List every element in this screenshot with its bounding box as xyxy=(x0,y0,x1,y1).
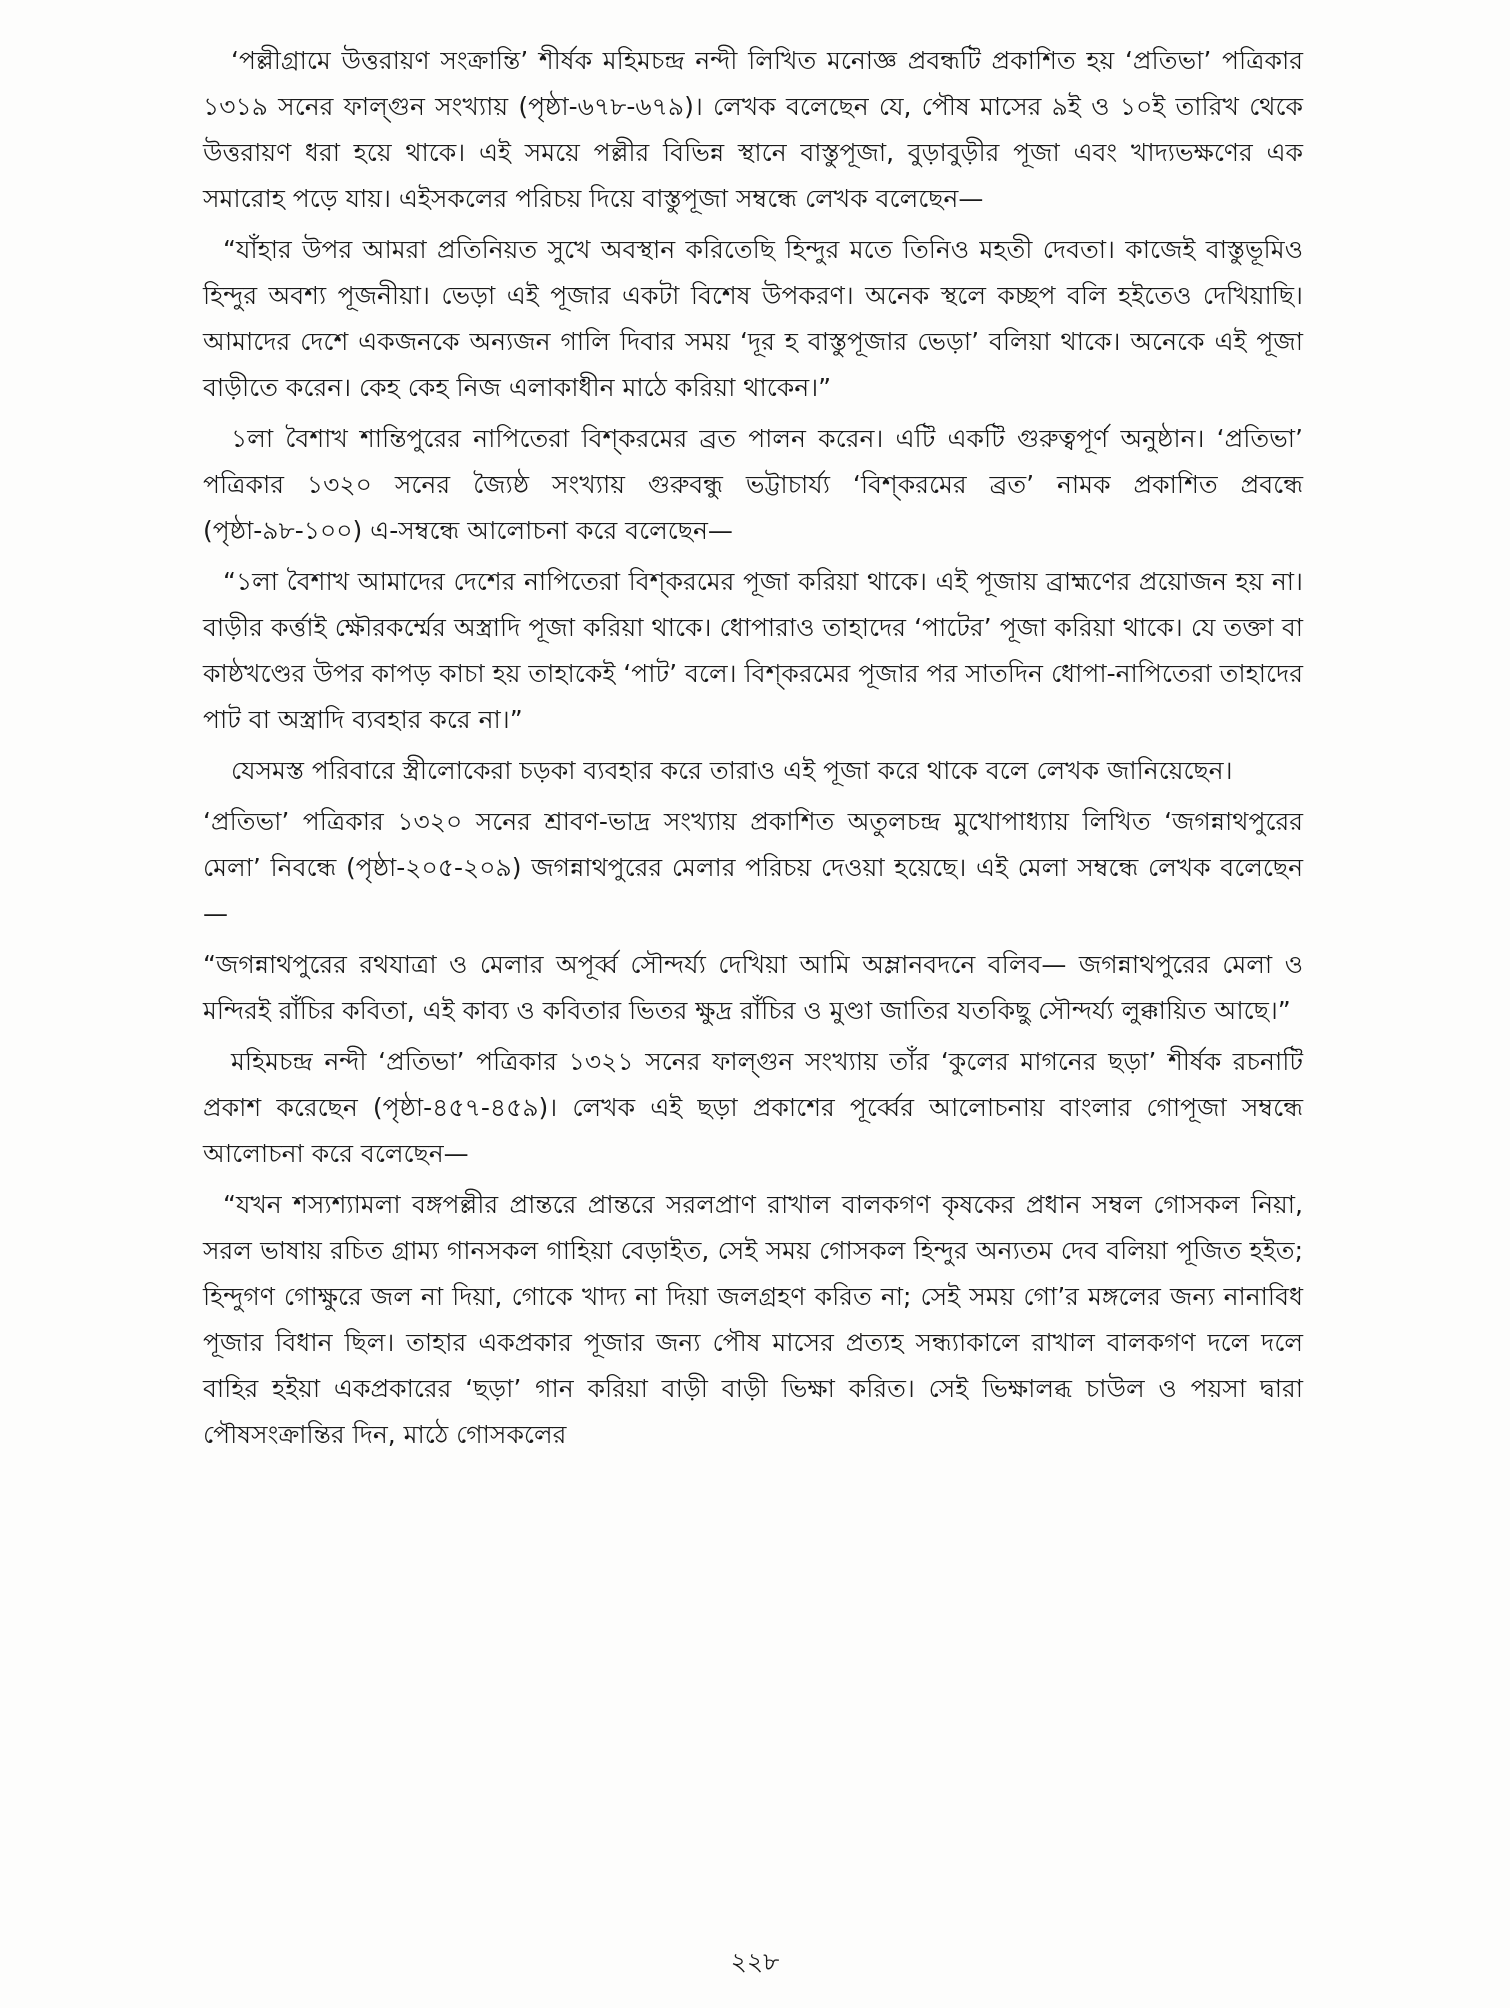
quote-jagannathpur: “জগন্নাথপুরের রথযাত্রা ও মেলার অপূর্ব্ব সৌন্দর্য্য দেখিয়া আমি অম্লানবদনে বলিব— জগন্নাথপুরের মেলা ও মন্দিরই রাঁচির কবিতা, এই কাব্য ও কবিতার ভিতর ক্ষুদ্র রাঁচির ও মুণ্ডা জাতির যতকিছু সৌন্দর্য্য লুক্কায়িত আছে।” xyxy=(203,950,1303,1025)
quote-bastupuja: “যাঁহার উপর আমরা প্রতিনিয়ত সুখে অবস্থান করিতেছি হিন্দুর মতে তিনিও মহতী দেবতা। কাজেই বাস্তুভূমিও হিন্দুর অবশ্য পূজনীয়া। ভেড়া এই পূজার একটা বিশেষ উপকরণ। অনেক স্থলে কচ্ছপ বলি হইতেও দেখিয়াছি। আমাদের দেশে একজনকে অন্যজন গালি দিবার সময় ‘দূর হ বাস্তুপূজার ভেড়া’ বলিয়া থাকে। অনেকে এই পূজা বাড়ীতে করেন। কেহ কেহ নিজ এলাকাধীন মাঠে করিয়া থাকেন।” xyxy=(203,235,1303,402)
paragraph-bishkarma-intro: ১লা বৈশাখ শান্তিপুরের নাপিতেরা বিশ্‌করমের ব্রত পালন করেন। এটি একটি গুরুত্বপূর্ণ অনুষ্ঠান। ‘প্রতিভা’ পত্রিকার ১৩২০ সনের জ্যৈষ্ঠ সংখ্যায় গুরুবন্ধু ভট্টাচার্য্য ‘বিশ্‌করমের ব্রত’ নামক প্রকাশিত প্রবন্ধে (পৃষ্ঠা-৯৮-১০০) এ-সম্বন্ধে আলোচনা করে বলেছেন— xyxy=(203,424,1303,545)
quote-gopuja: “যখন শস্যশ্যামলা বঙ্গপল্লীর প্রান্তরে প্রান্তরে সরলপ্রাণ রাখাল বালকগণ কৃষকের প্রধান সম্বল গোসকল নিয়া, সরল ভাষায় রচিত গ্রাম্য গানসকল গাহিয়া বেড়াইত, সেই সময় গোসকল হিন্দুর অন্যতম দেব বলিয়া পূজিত হইত; হিন্দুগণ গোক্ষুরে জল না দিয়া, গোকে খাদ্য না দিয়া জলগ্রহণ করিত না; সেই সময় গো’র মঙ্গলের জন্য নানাবিধ পূজার বিধান ছিল। তাহার একপ্রকার পূজার জন্য পৌষ মাসের প্রত্যহ সন্ধ্যাকালে রাখাল বালকগণ দলে দলে বাহির হইয়া একপ্রকারের ‘ছড়া’ গান করিয়া বাড়ী বাড়ী ভিক্ষা করিত। সেই ভিক্ষালব্ধ চাউল ও পয়সা দ্বারা পৌষসংক্রান্তির দিন, মাঠে গোসকলের xyxy=(203,1190,1303,1449)
paragraph-kuler-magan: মহিমচন্দ্র নন্দী ‘প্রতিভা’ পত্রিকার ১৩২১ সনের ফাল্গুন সংখ্যায় তাঁর ‘কুলের মাগনের ছড়া’ শীর্ষক রচনাটি প্রকাশ করেছেন (পৃষ্ঠা-৪৫৭-৪৫৯)। লেখক এই ছড়া প্রকাশের পূর্ব্বের আলোচনায় বাংলার গোপূজা সম্বন্ধে আলোচনা করে বলেছেন— xyxy=(203,1047,1303,1168)
paragraph-jagannathpur-intro: ‘প্রতিভা’ পত্রিকার ১৩২০ সনের শ্রাবণ-ভাদ্র সংখ্যায় প্রকাশিত অতুলচন্দ্র মুখোপাধ্যায় লিখিত ‘জগন্নাথপুরের মেলা’ নিবন্ধে (পৃষ্ঠা-২০৫-২০৯) জগন্নাথপুরের মেলার পরিচয় দেওয়া হয়েছে। এই মেলা সম্বন্ধে লেখক বলেছেন— xyxy=(203,807,1303,928)
page-number: ২২৮ xyxy=(730,1947,780,1976)
quote-bishkarma: “১লা বৈশাখ আমাদের দেশের নাপিতেরা বিশ্‌করমের পূজা করিয়া থাকে। এই পূজায় ব্রাহ্মণের প্রয়োজন হয় না। বাড়ীর কর্ত্তাই ক্ষৌরকর্ম্মের অস্ত্রাদি পূজা করিয়া থাকে। ধোপারাও তাহাদের ‘পাটের’ পূজা করিয়া থাকে। যে তক্তা বা কাষ্ঠখণ্ডের উপর কাপড় কাচা হয় তাহাকেই ‘পাট’ বলে। বিশ্‌করমের পূজার পর সাতদিন ধোপা-নাপিতেরা তাহাদের পাট বা অস্ত্রাদি ব্যবহার করে না।” xyxy=(203,567,1303,734)
body-text xyxy=(203,38,1303,1463)
paragraph-uttarayan-intro: ‘পল্লীগ্রামে উত্তরায়ণ সংক্রান্তি’ শীর্ষক মহিমচন্দ্র নন্দী লিখিত মনোজ্ঞ প্রবন্ধটি প্রকাশিত হয় ‘প্রতিভা’ পত্রিকার ১৩১৯ সনের ফাল্গুন সংখ্যায় (পৃষ্ঠা-৬৭৮-৬৭৯)। লেখক বলেছেন যে, পৌষ মাসের ৯ই ও ১০ই তারিখ থেকে উত্তরায়ণ ধরা হয়ে থাকে। এই সময়ে পল্লীর বিভিন্ন স্থানে বাস্তুপূজা, বুড়াবুড়ীর পূজা এবং খাদ্যভক্ষণের এক সমারোহ পড়ে যায়। এইসকলের পরিচয় দিয়ে বাস্তুপূজা সম্বন্ধে লেখক বলেছেন— xyxy=(203,46,1303,213)
paragraph-charka: যেসমস্ত পরিবারে স্ত্রীলোকেরা চড়কা ব্যবহার করে তারাও এই পূজা করে থাকে বলে লেখক জানিয়েছেন। xyxy=(231,756,1233,785)
